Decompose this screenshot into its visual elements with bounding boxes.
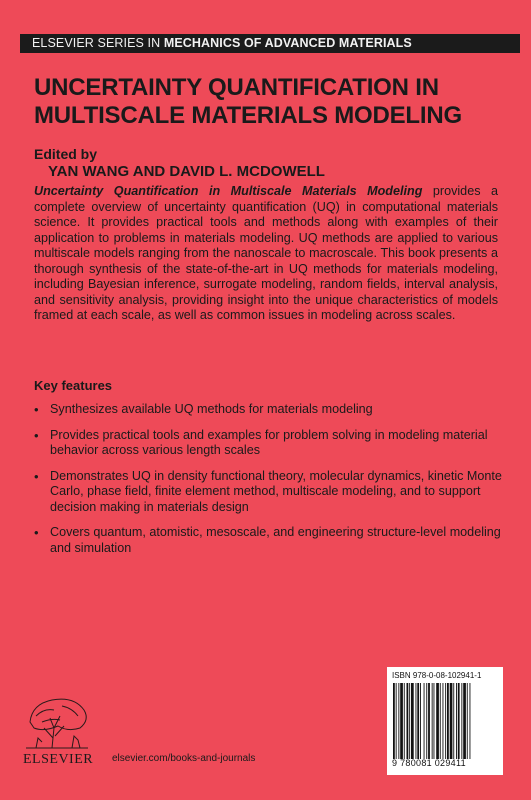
barcode-bar xyxy=(432,683,433,759)
barcode-bar xyxy=(428,683,430,759)
barcode-bar xyxy=(411,683,414,759)
feature-item: • Demonstrates UQ in density functional theory, molecular dynamics, kinetic Monte Carlo, phase field, finite element method, multiscale modeling, and to support decision making in materials design xyxy=(34,469,504,516)
barcode-bar xyxy=(417,683,419,759)
barcode-bar xyxy=(407,683,409,759)
book-description xyxy=(34,184,498,324)
book-title xyxy=(34,74,504,130)
barcode-box xyxy=(387,667,503,775)
barcode-bar xyxy=(398,683,399,759)
barcode-bar xyxy=(453,683,454,759)
features-list xyxy=(34,402,504,566)
barcode-bar xyxy=(450,683,453,759)
book-title-line1: UNCERTAINTY QUANTIFICATION IN xyxy=(34,74,439,101)
edited-by-label: Edited by xyxy=(34,146,98,162)
barcode-bar xyxy=(436,683,439,759)
description-body: provides a complete overview of uncertainty quantification (UQ) in computational materials science. It provides practical tools and methods along with examples of their application to problems in materials modeling. UQ methods are applied to various multiscale models ranging from the nanoscale to macroscale. This book presents a thorough synthesis of the state-of-the-art in UQ methods for materials modeling, including Bayesian inference, surrogate modeling, random fields, interval analysis, and sensitivity analysis, providing insight into the unique characteristics of models framed at each scale, as well as common issues in modeling across scales. xyxy=(34,184,498,322)
isbn-label: ISBN 978-0-08-102941-1 xyxy=(392,671,482,680)
barcode-bar xyxy=(456,683,457,759)
barcode-bar xyxy=(470,683,471,759)
barcode-bar xyxy=(467,683,468,759)
barcode-bar xyxy=(420,683,421,759)
barcode-bar xyxy=(393,683,395,759)
barcode-bar xyxy=(443,683,444,759)
barcode-bar xyxy=(400,683,403,759)
barcode-bar xyxy=(447,683,449,759)
barcode-bar xyxy=(440,683,441,759)
editor-names: YAN WANG AND DAVID L. MCDOWELL xyxy=(48,163,325,180)
barcode-bar xyxy=(404,683,405,759)
editors-block xyxy=(34,146,325,180)
publisher-url[interactable]: elsevier.com/books-and-journals xyxy=(112,753,256,764)
barcode-bar xyxy=(409,683,410,759)
barcode-bar xyxy=(424,683,425,759)
barcode-bar xyxy=(463,683,466,759)
barcode-bar xyxy=(445,683,446,759)
feature-item: • Provides practical tools and examples for problem solving in modeling material behavior across various length scales xyxy=(34,428,504,459)
barcode-bar xyxy=(434,683,435,759)
features-heading: Key features xyxy=(34,378,113,393)
feature-item: • Synthesizes available UQ methods for materials modeling xyxy=(34,402,504,418)
publisher-name: ELSEVIER xyxy=(23,752,94,767)
book-title-line2: MULTISCALE MATERIALS MODELING xyxy=(34,102,462,129)
series-name: MECHANICS OF ADVANCED MATERIALS xyxy=(163,36,412,50)
barcode-bar xyxy=(396,683,397,759)
barcode-bar xyxy=(461,683,462,759)
series-banner xyxy=(20,34,520,53)
barcode-bar xyxy=(426,683,427,759)
barcode-bar xyxy=(458,683,460,759)
description-title: Uncertainty Quantification in Multiscale Materials Modeling xyxy=(34,184,423,198)
barcode-bar xyxy=(416,683,417,759)
barcode-icon xyxy=(392,683,498,759)
series-prefix: ELSEVIER SERIES IN xyxy=(32,36,164,50)
elsevier-tree-logo-icon xyxy=(22,692,94,750)
feature-item: • Covers quantum, atomistic, mesoscale, and engineering structure-level modeling and simulation xyxy=(34,525,504,556)
barcode-number: 9 780081 029411 xyxy=(392,758,466,768)
